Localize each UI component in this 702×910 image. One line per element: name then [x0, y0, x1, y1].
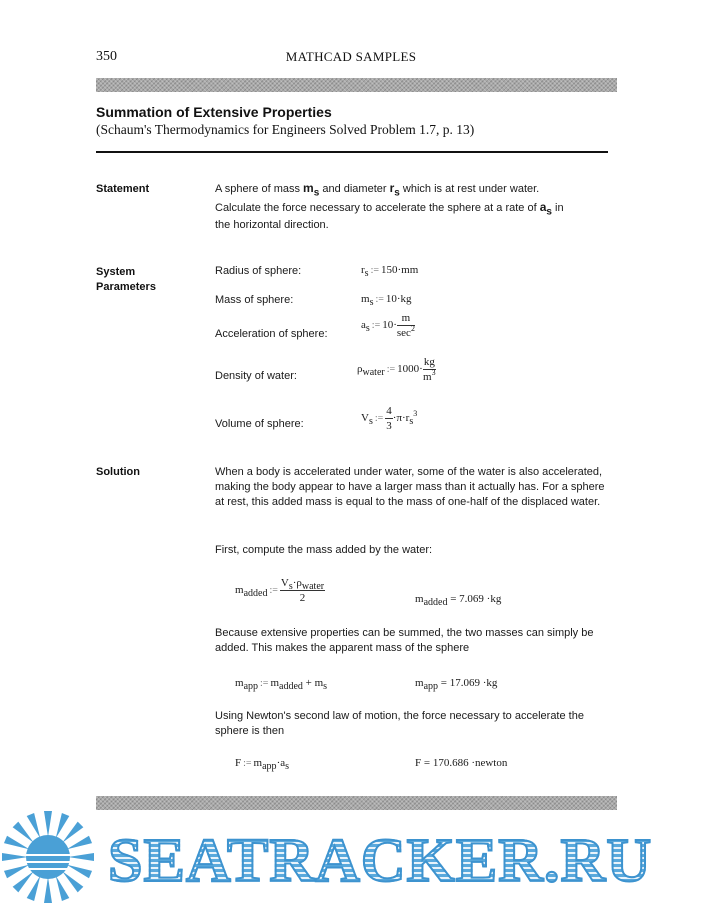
running-head: MATHCAD SAMPLES [285, 49, 417, 64]
result-apparent-mass: mapp = 17.069 ·kg [415, 677, 498, 692]
param-name-radius: Radius of sphere: [215, 265, 302, 277]
equation-force: F := mapp·as [235, 757, 290, 772]
statement-label: Statement [96, 183, 150, 195]
parameters-label: System Parameters [96, 266, 156, 293]
param-eq-density: ρwater := 1000· $\frac{kg}{m^3}$ [357, 356, 436, 383]
symbol-r-s: $r_s$ [389, 181, 400, 199]
solution-paragraph-4: Using Newton's second law of motion, the force necessary to accelerate the sphere is then [215, 710, 584, 737]
param-name-mass: Mass of sphere: [215, 294, 294, 306]
sun-logo-icon [0, 800, 105, 905]
param-eq-radius: rs := 150·mm [361, 264, 419, 279]
section-subtitle: (Schaum's Thermodynamics for Engineers Solved Problem 1.7, p. 13) [96, 122, 475, 137]
param-eq-acceleration: as := 10· $\frac{m}{\sec^2}$ [361, 312, 415, 339]
equation-added-mass: madded := $\frac{\text{Vs·ρwater}}{2}$ [235, 577, 325, 604]
watermark-text: SEATRACKER.RU [108, 827, 653, 895]
solution-paragraph-3: Because extensive properties can be summed, the two masses can simply be added. This makes the apparent mass of the sphere [215, 627, 594, 654]
param-name-acceleration: Acceleration of sphere: [215, 328, 328, 340]
param-name-volume: Volume of sphere: [215, 418, 304, 430]
fraction: $\frac{4}{3}$ [386, 405, 392, 432]
statement-line-1: A sphere of mass $m_s$ and diameter $r_s$ which is at rest under water. [215, 181, 540, 199]
solution-paragraph-1: When a body is accelerated under water, some of the water is also accelerated, making the body appear to have a larger mass than it actually has. For a sphere at rest, this added mass is equal to the mass of one-half of the displaced water. [215, 466, 605, 508]
equation-apparent-mass: mapp := madded + ms [235, 677, 328, 692]
param-name-density: Density of water: [215, 370, 297, 382]
param-eq-mass: ms := 10·kg [361, 293, 412, 308]
solution-label: Solution [96, 466, 140, 478]
bottom-decorative-band [96, 796, 617, 810]
result-force: F = 170.686 ·newton [415, 757, 508, 769]
statement-line-3: the horizontal direction. [215, 219, 329, 231]
title-rule [96, 151, 608, 153]
fraction: $\frac{m}{\sec^2}$ [396, 312, 415, 339]
section-title: Summation of Extensive Properties [96, 104, 332, 120]
fraction: $\frac{kg}{m^3}$ [423, 356, 436, 383]
symbol-m-s: $m_s$ [303, 181, 320, 199]
statement-line-2: Calculate the force necessary to accelerate the sphere at a rate of $a_s$ in [215, 200, 564, 218]
param-eq-volume: Vs := $\frac{4}{3}$ $\cdot\pi\cdot rs^3$ [361, 405, 418, 432]
solution-paragraph-2: First, compute the mass added by the water: [215, 544, 433, 556]
fraction: $\frac{\text{Vs·ρwater}}{2}$ [280, 577, 325, 604]
page-number: 350 [96, 49, 117, 64]
result-added-mass: madded = 7.069 ·kg [415, 593, 502, 608]
top-decorative-band [96, 78, 617, 92]
symbol-a-s: $a_s$ [539, 200, 552, 218]
